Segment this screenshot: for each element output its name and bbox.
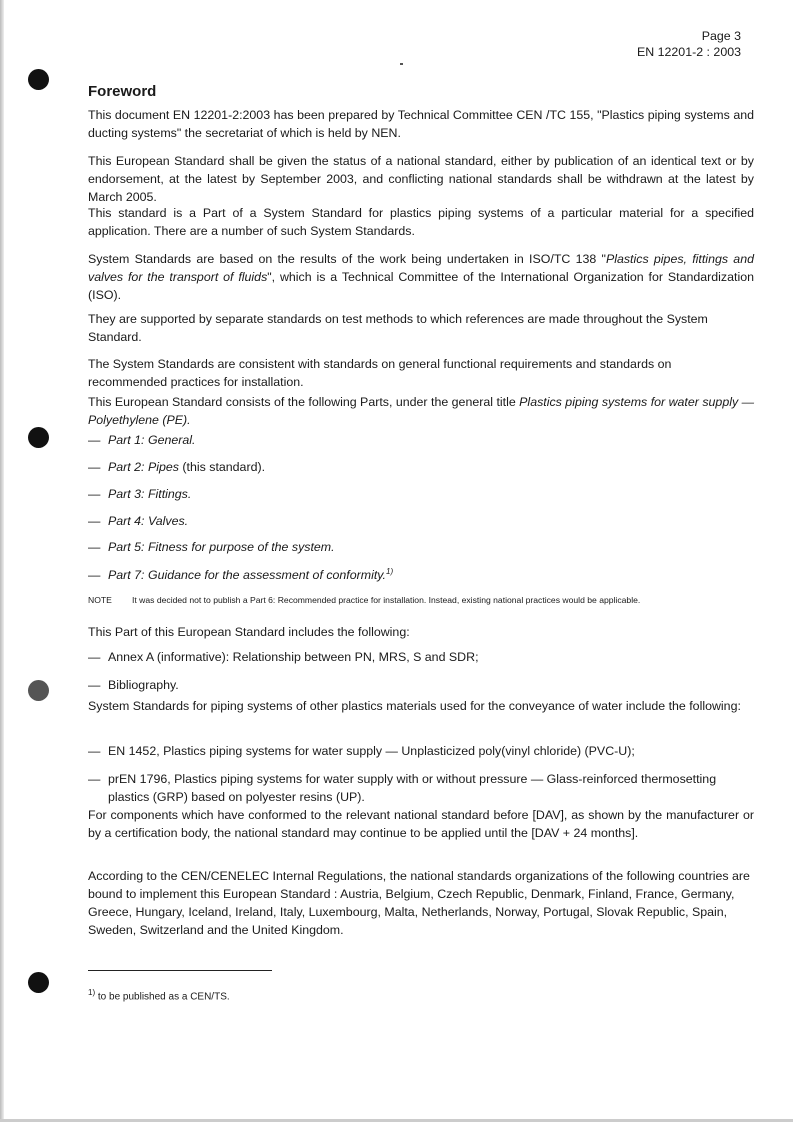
dash: —	[88, 514, 101, 528]
scan-edge	[0, 0, 4, 1122]
paragraph: For components which have conformed to the relevant national standard before [DAV], as shown by the manufacturer or by a certification body, the national standard may continue to be applied until the [DAV + 24 months].	[88, 808, 754, 840]
punch-hole	[28, 427, 49, 448]
dash: —	[88, 568, 101, 583]
dash: —	[88, 540, 101, 554]
dash: —	[88, 433, 101, 447]
text: Annex A (informative): Relationship between PN, MRS, S and SDR;	[108, 650, 479, 664]
paragraph: This European Standard shall be given the status of a national standard, either by publication of an identical text or by endorsement, at the latest by September 2003, and conflicting national standards shall be withdrawn at the latest by March 2005.	[88, 154, 754, 204]
footnote	[88, 988, 230, 1002]
part-title: Part 4: Valves.	[108, 514, 189, 528]
footnote-mark: 1)	[88, 988, 96, 997]
text: (this standard).	[178, 460, 266, 474]
paragraph	[88, 250, 754, 304]
list-item	[88, 538, 335, 556]
list-item	[88, 431, 195, 449]
part-title: Part 3: Fittings.	[108, 487, 192, 501]
part-title: Part 5: Fitness for purpose of the system.	[108, 540, 335, 554]
punch-hole	[28, 680, 49, 701]
section-title: Foreword	[88, 83, 157, 100]
paragraph: The System Standards are consistent with standards on general functional requirements and standards on recommended practices for installation.	[88, 357, 672, 389]
list-item	[88, 742, 635, 760]
document-id: EN 12201-2 : 2003	[636, 45, 741, 59]
dash: —	[88, 744, 101, 758]
text: Bibliography.	[108, 678, 179, 692]
italic-title: Plastics pipes, fittings and valves for the transport of fluids	[88, 252, 754, 284]
paragraph: System Standards for piping systems of other plastics materials used for the conveyance of water include the following:	[88, 699, 741, 713]
list-item	[88, 648, 479, 666]
note-label: NOTE	[88, 595, 112, 605]
punch-hole	[28, 69, 49, 90]
punch-hole	[28, 972, 49, 993]
paragraph: They are supported by separate standards on test methods to which references are made throughout the System Standard.	[88, 312, 708, 344]
paragraph: This document EN 12201-2:2003 has been prepared by Technical Committee CEN /TC 155, "Plastics piping systems and ducting systems" the secretariat of which is held by NEN.	[88, 108, 754, 140]
part-title: Part 7: Guidance for the assessment of conformity.	[108, 568, 386, 583]
paragraph: This standard is a Part of a System Standard for plastics piping systems of a particular material for a specified application. There are a number of such System Standards.	[88, 206, 754, 238]
list-item	[88, 770, 754, 806]
list-item	[88, 485, 191, 503]
dash: —	[88, 772, 101, 786]
list-item	[88, 458, 265, 476]
footnote-rule	[88, 970, 272, 971]
dash: —	[88, 650, 101, 664]
note	[88, 594, 754, 606]
text: System Standards are based on the results of the work being undertaken in ISO/TC 138 "	[88, 252, 606, 266]
list-item	[88, 676, 179, 694]
text: ", which is a Technical Committee of the International Organization for Standardization (ISO).	[88, 270, 754, 302]
italic-title: Plastics piping systems for water supply — Polyethylene (PE).	[88, 395, 754, 427]
note-text: It was decided not to publish a Part 6: Recommended practice for installation. Instead, existing national practices would be applicable.	[132, 595, 641, 605]
dash: —	[88, 460, 101, 474]
list-item	[88, 563, 393, 584]
text: prEN 1796, Plastics piping systems for water supply with or without pressure — Glass-reinforced thermosetting plastics (GRP) based on polyester resins (UP).	[108, 772, 717, 804]
text: EN 1452, Plastics piping systems for water supply — Unplasticized poly(vinyl chloride) (PVC-U);	[108, 744, 635, 758]
footnote-ref: 1)	[386, 567, 394, 576]
scan-speck	[400, 63, 403, 65]
paragraph	[88, 393, 754, 429]
dash: —	[88, 678, 101, 692]
list-item	[88, 512, 188, 530]
part-title: Part 2: Pipes	[108, 460, 179, 474]
text: This European Standard consists of the following Parts, under the general title	[88, 395, 520, 409]
footnote-text: to be published as a CEN/TS.	[95, 991, 230, 1003]
paragraph: This Part of this European Standard includes the following:	[88, 625, 410, 639]
part-title: Part 1: General.	[108, 433, 196, 447]
paragraph: According to the CEN/CENELEC Internal Regulations, the national standards organizations of the following countries are bound to implement this European Standard : Austria, Belgium, Czech Republic, Denmark, Finland, France, Germany, Greece, Hungary, Iceland, Ireland, Italy, Luxembourg, Malta, Netherlands, Norway, Portugal, Slovak Republic, Spain, Sweden, Switzerland and the United Kingdom.	[88, 869, 750, 937]
dash: —	[88, 487, 101, 501]
page-number: Page 3	[701, 29, 741, 43]
